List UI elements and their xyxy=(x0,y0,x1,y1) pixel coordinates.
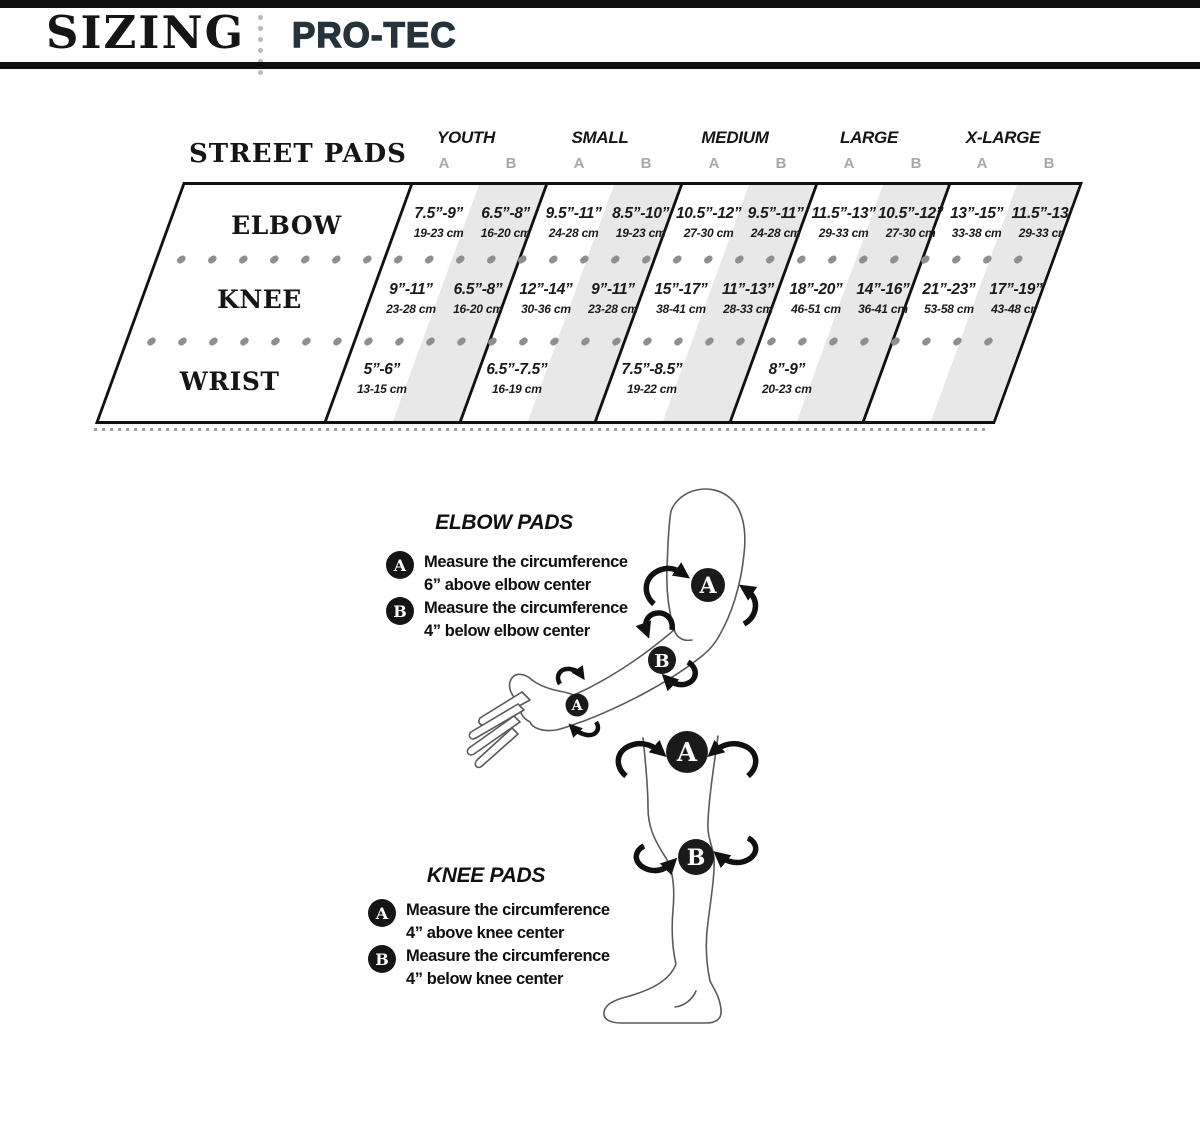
note-line: 4” above knee center xyxy=(406,924,564,942)
inches-range: 11.5”-13” xyxy=(1011,205,1076,222)
note-line: 6” above elbow center xyxy=(424,576,591,594)
sub-column-b-header: B xyxy=(640,155,652,172)
note-line: Measure the circumference xyxy=(424,599,628,617)
inches-range: 9.5”-11” xyxy=(747,205,804,222)
measure-arrow-icon xyxy=(718,838,756,863)
ankle-line xyxy=(675,991,696,1007)
size-cell xyxy=(722,361,852,396)
cm-range: 20-23 cm xyxy=(761,382,812,396)
measure-arrow-icon xyxy=(712,744,756,776)
badge-a-icon: A xyxy=(386,551,414,579)
brand-logo: PRO-TEC xyxy=(292,16,457,55)
sub-column-b-header: B xyxy=(775,155,787,172)
measure-arrow-icon xyxy=(618,744,662,776)
header-rule xyxy=(0,62,1200,69)
cm-range: 16-19 cm xyxy=(491,382,542,396)
sub-column-b-header: B xyxy=(1043,155,1055,172)
cm-range: 29-33 cm xyxy=(1018,226,1069,240)
cm-range: 16-20 cm xyxy=(453,302,503,316)
measure-arrow-icon xyxy=(558,669,582,684)
note-line: 4” below knee center xyxy=(406,970,564,988)
measure-point-a-label: A xyxy=(699,573,717,599)
inches-range: 10.5”-12” xyxy=(675,205,742,222)
measure-arrow-icon xyxy=(636,846,673,871)
inches-range: 11”-13” xyxy=(722,281,774,298)
inches-range: 7.5”-9” xyxy=(414,205,463,222)
sub-column-a-header: A xyxy=(573,155,585,172)
badge-b-icon: B xyxy=(386,597,414,625)
measure-arrow-icon xyxy=(646,613,673,633)
measure-point-b-label: B xyxy=(654,651,670,672)
row-separator-dots xyxy=(134,337,1015,346)
inches-range: 9”-11” xyxy=(591,281,635,298)
arm-outline xyxy=(510,489,745,731)
sub-column-a-header: A xyxy=(438,155,450,172)
inches-range: 18”-20” xyxy=(789,281,843,298)
badge-a-icon: A xyxy=(368,899,396,927)
sub-column-a-header: A xyxy=(976,155,988,172)
size-header-medium: MEDIUM xyxy=(701,128,769,147)
cm-range: 38-41 cm xyxy=(656,302,706,316)
inches-range: 8”-9” xyxy=(768,361,806,378)
size-header-x-large: X-LARGE xyxy=(965,128,1041,147)
inches-range: 13”-15” xyxy=(950,205,1004,222)
cm-range: 46-51 cm xyxy=(791,302,841,316)
cm-range: 23-28 cm xyxy=(386,302,436,316)
sub-column-a-header: A xyxy=(708,155,720,172)
inches-range: 7.5”-8.5” xyxy=(621,361,683,378)
row-label-elbow: ELBOW xyxy=(231,211,342,240)
measure-point-b-label: B xyxy=(686,845,706,871)
page-title: SIZING xyxy=(46,6,246,59)
cm-range: 29-33 cm xyxy=(818,226,869,240)
cm-range: 24-28 cm xyxy=(548,226,599,240)
inches-range: 6.5”-7.5” xyxy=(486,361,548,378)
row-separator-dots xyxy=(164,255,1045,264)
size-header-small: SMALL xyxy=(571,128,629,147)
measure-point-wrist-a-label: A xyxy=(571,698,583,714)
size-cell xyxy=(951,281,1081,316)
measure-arrow-icon xyxy=(744,588,755,624)
cm-range: 43-48 cm xyxy=(991,302,1041,316)
inches-range: 12”-14” xyxy=(519,281,573,298)
note-line: Measure the circumference xyxy=(406,901,610,919)
inches-range: 9”-11” xyxy=(389,281,433,298)
size-cell xyxy=(452,361,582,396)
inches-range: 11.5”-13” xyxy=(811,205,876,222)
cm-range: 36-41 cm xyxy=(858,302,908,316)
leg-diagram xyxy=(580,700,860,1060)
inches-range: 9.5”-11” xyxy=(545,205,602,222)
size-header-youth: YOUTH xyxy=(436,128,495,147)
cm-range: 27-30 cm xyxy=(885,226,936,240)
size-cell xyxy=(317,361,447,396)
inches-range: 6.5”-8” xyxy=(481,205,530,222)
badge-b-icon: B xyxy=(368,945,396,973)
table-title: STREET PADS xyxy=(189,139,407,169)
note-line: Measure the circumference xyxy=(406,947,610,965)
table-bottom-dashes xyxy=(94,428,989,431)
cm-range: 23-28 cm xyxy=(588,302,638,316)
cm-range: 33-38 cm xyxy=(951,226,1002,240)
note-line: 4” below elbow center xyxy=(424,622,590,640)
cm-range: 13-15 cm xyxy=(356,382,407,396)
inches-range: 14”-16” xyxy=(856,281,910,298)
inches-range: 17”-19” xyxy=(989,281,1043,298)
elbow-pads-title: ELBOW PADS xyxy=(435,511,573,534)
size-header-large: LARGE xyxy=(839,128,898,147)
cm-range: 28-33 cm xyxy=(723,302,773,316)
cm-range: 16-20 cm xyxy=(480,226,531,240)
sub-column-a-header: A xyxy=(843,155,855,172)
cm-range: 19-23 cm xyxy=(413,226,464,240)
cm-range: 30-36 cm xyxy=(521,302,571,316)
inches-range: 10.5”-12” xyxy=(877,205,944,222)
cm-range: 19-22 cm xyxy=(626,382,677,396)
size-cell xyxy=(587,361,717,396)
knee-pads-title: KNEE PADS xyxy=(426,864,546,887)
row-label-knee: KNEE xyxy=(217,285,302,314)
size-table xyxy=(95,182,1083,424)
cm-range: 19-23 cm xyxy=(615,226,666,240)
inches-range: 15”-17” xyxy=(654,281,708,298)
cm-range: 27-30 cm xyxy=(683,226,734,240)
measure-point-a-label: A xyxy=(676,738,698,768)
sub-column-b-header: B xyxy=(910,155,922,172)
inches-range: 6.5”-8” xyxy=(453,281,503,298)
inches-range: 8.5”-10” xyxy=(612,205,670,222)
note-line: Measure the circumference xyxy=(424,553,628,571)
cm-range: 24-28 cm xyxy=(750,226,801,240)
sub-column-b-header: B xyxy=(505,155,517,172)
size-cell xyxy=(979,205,1083,240)
leg-front-outline xyxy=(604,738,721,1023)
inches-range: 5”-6” xyxy=(363,361,401,378)
cm-range: 53-58 cm xyxy=(924,302,974,316)
row-label-wrist: WRIST xyxy=(179,367,280,396)
inches-range: 21”-23” xyxy=(922,281,976,298)
